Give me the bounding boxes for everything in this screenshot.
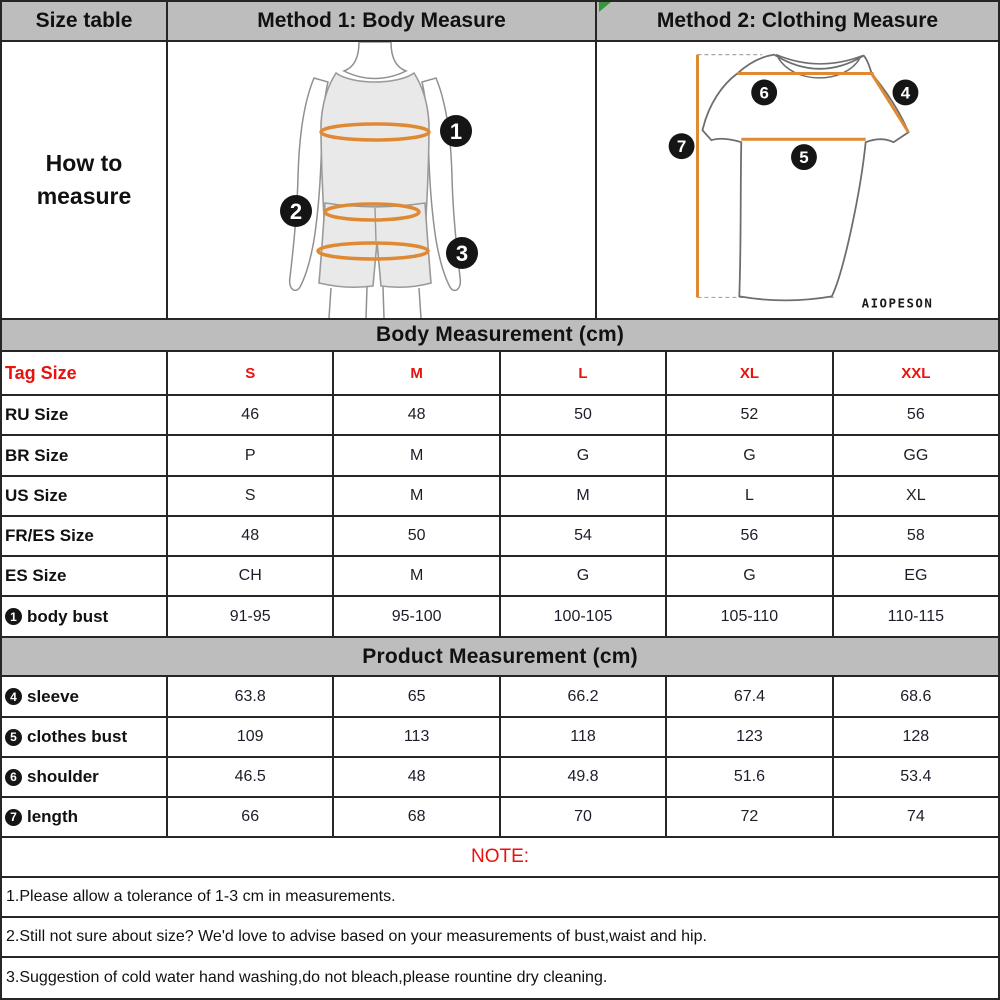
row-label [2,798,168,836]
size-value: 67.4 [667,677,833,716]
size-value: 56 [906,406,925,423]
row-label [2,718,168,756]
row-label [2,597,168,636]
note-item-3: 3.Suggestion of cold water hand washing,do not bleach,please rountine dry cleaning. [6,969,608,986]
size-value: 50 [334,517,500,555]
size-value: 51.6 [667,758,833,796]
diagram-row [2,42,998,320]
row-label [2,677,168,716]
us-size-row [2,477,998,517]
length-row [2,798,998,838]
size-value: M [334,477,500,515]
size-value: 46.5 [168,758,334,796]
row-label-text: length [27,807,78,826]
size-value: 100-105 [501,597,667,636]
size-value: S [168,477,334,515]
size-value: P [168,436,334,475]
note-item-2: 2.Still not sure about size? We'd love to advise based on your measurements of bust,waist and hip. [2,918,998,958]
br-size-row [2,436,998,477]
clothes-bust-row [2,718,998,758]
size-value: 56 [667,517,833,555]
how-to-measure-label [2,42,168,318]
size-value: G [667,557,833,595]
how-to-line1: How to [45,150,123,176]
size-value: 72 [667,798,833,836]
size-value: 53.4 [900,768,932,785]
row-label: US Size [2,477,168,515]
size-col-s: S [168,352,334,394]
row-label-text: sleeve [27,686,79,706]
tag-size-label: Tag Size [2,352,168,394]
marker-6-badge: 6 [5,769,22,786]
size-value: 66.2 [501,677,667,716]
row-label: BR Size [2,436,168,475]
note-item-1: 1.Please allow a tolerance of 1-3 cm in measurements. [2,878,998,918]
marker-1: 1 [449,119,463,144]
clothing-diagram [597,42,998,318]
size-value: L [667,477,833,515]
size-value: 118 [501,718,667,756]
clothing-measure-diagram-cell [597,42,998,318]
row-label-text: body bust [27,606,109,626]
header-method1: Method 1: Body Measure [168,2,597,40]
size-value: G [501,557,667,595]
size-value: G [501,436,667,475]
size-value: 113 [334,718,500,756]
header-size-table: Size table [2,2,168,40]
product-measurement-band [2,638,998,677]
size-value: 66 [168,798,334,836]
row-label: ES Size [2,557,168,595]
es-size-row [2,557,998,597]
size-value: 68 [334,798,500,836]
size-value: M [501,477,667,515]
size-value: 91-95 [168,597,334,636]
row-label-text: clothes bust [27,727,128,746]
size-value: 63.8 [168,677,334,716]
marker-4: 4 [900,83,911,103]
row-label [2,758,168,796]
size-value: 48 [334,396,500,434]
size-value: 58 [906,527,925,544]
body-legs [329,287,421,318]
note-title-row [2,838,998,878]
size-value: EG [904,567,928,584]
size-value: M [334,436,500,475]
ru-size-row [2,396,998,436]
row-label-text: shoulder [27,767,99,786]
marker-1-badge: 1 [5,608,22,625]
size-value: 48 [168,517,334,555]
body-neck [344,42,406,79]
body-bust-row [2,597,998,638]
header-method2: Method 2: Clothing Measure [656,9,939,32]
cell-corner-flag [599,2,611,12]
size-value: 52 [667,396,833,434]
note-title: NOTE: [470,846,530,867]
size-col-xxl: XXL [901,364,931,382]
brand-text: AIOPESON [861,295,934,311]
size-value: M [334,557,500,595]
size-value: 128 [902,728,930,745]
marker-7: 7 [676,137,687,157]
size-value: 70 [501,798,667,836]
marker-4-badge: 4 [5,688,22,705]
marker-7-badge: 7 [5,809,22,826]
size-value: 50 [501,396,667,434]
marker-2: 2 [289,199,303,224]
fr-es-size-row [2,517,998,557]
how-to-line2: measure [36,183,132,209]
size-value: 123 [667,718,833,756]
shoulder-row [2,758,998,798]
size-col-m: M [334,352,500,394]
body-measurement-band [2,320,998,352]
size-col-l: L [501,352,667,394]
size-value: G [667,436,833,475]
size-value: GG [903,446,929,464]
marker-5-badge: 5 [5,729,22,746]
size-value: 95-100 [334,597,500,636]
size-value: XL [906,487,926,504]
marker-5: 5 [799,148,809,168]
size-value: 74 [906,808,925,825]
row-label: FR/ES Size [2,517,168,555]
row-label: RU Size [2,396,168,434]
size-value: 49.8 [501,758,667,796]
product-measurement-title: Product Measurement (cm) [362,644,638,668]
size-value: 105-110 [667,597,833,636]
marker-6: 6 [759,83,769,103]
body-diagram [168,42,595,318]
size-value: 54 [501,517,667,555]
tshirt-outline [702,55,908,301]
size-value: 65 [334,677,500,716]
header-row [2,2,998,42]
marker-3: 3 [455,241,469,266]
size-value: 109 [168,718,334,756]
size-value: 68.6 [900,687,932,705]
body-measure-diagram-cell [168,42,597,318]
size-value: CH [168,557,334,595]
size-value: 48 [334,758,500,796]
size-col-xl: XL [667,352,833,394]
body-measurement-title: Body Measurement (cm) [375,323,625,346]
sleeve-row [2,677,998,718]
size-value: 110-115 [887,607,944,625]
tag-size-row [2,352,998,396]
size-value: 46 [168,396,334,434]
